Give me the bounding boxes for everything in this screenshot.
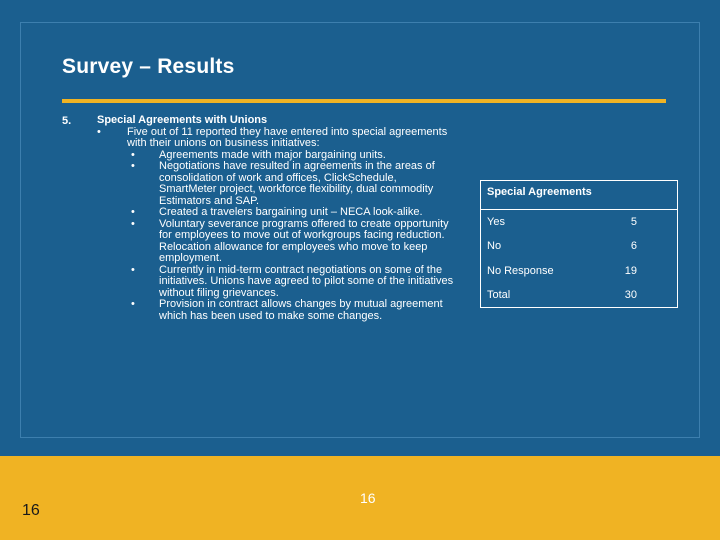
- page-number: 16: [22, 502, 40, 519]
- sub-bullet: [97, 219, 457, 265]
- table-row-label: No: [487, 240, 502, 252]
- bullet-marker: •: [97, 125, 101, 138]
- page-number-center: 16: [360, 490, 376, 506]
- bullet-marker: •: [131, 206, 135, 218]
- table-divider: [481, 209, 677, 210]
- slide-title: Survey – Results: [62, 55, 235, 78]
- title-underline: [62, 99, 666, 103]
- table-row-label: No Response: [487, 265, 554, 277]
- bullet-marker: •: [131, 217, 135, 230]
- sub-bullet: [97, 161, 457, 207]
- content-body: [97, 115, 457, 322]
- bullet-marker: •: [131, 263, 135, 276]
- table-row-value: 5: [630, 216, 637, 228]
- section-heading: Special Agreements with Unions: [97, 114, 268, 126]
- table-header: Special Agreements: [487, 186, 592, 198]
- sub-bullet-text: Voluntary severance programs offered to create opportunity for employees to move out of workgroups facing reduction. Relocation allowance for employees who move to keep employment.: [159, 217, 449, 264]
- sub-bullet-text: Currently in mid-term contract negotiations on some of the initiatives. Unions have agreed to pilot some of the initiatives without filing grievances.: [159, 263, 454, 299]
- main-bullet-text: Five out of 11 reported they have entered into special agreements with their unions on business initiatives:: [127, 125, 448, 149]
- sub-bullet-text: Created a travelers bargaining unit – NECA look-alike.: [159, 206, 423, 218]
- sub-bullet: [97, 265, 457, 300]
- sub-bullet: [97, 299, 457, 322]
- results-table: [480, 180, 678, 308]
- sub-bullet-text: Agreements made with major bargaining units.: [159, 148, 386, 161]
- table-row-value: 6: [630, 240, 637, 252]
- bullet-marker: •: [131, 160, 135, 172]
- table-row-value: 30: [624, 289, 637, 301]
- sub-bullet-text: Provision in contract allows changes by mutual agreement which has been used to make some changes.: [159, 298, 443, 322]
- table-row-label: Yes: [487, 216, 505, 228]
- table-row-label: Total: [487, 289, 511, 301]
- bullet-marker: •: [131, 298, 135, 310]
- main-bullet: [97, 127, 457, 150]
- item-number: 5.: [62, 115, 72, 127]
- table-row-value: 19: [624, 265, 637, 277]
- sub-bullet-text: Negotiations have resulted in agreements in the areas of consolidation of work and offices, ClickSchedule, SmartMeter project, workforce flexibility, dual commodity Estimators and SAP.: [159, 160, 435, 207]
- bullet-marker: •: [131, 148, 135, 161]
